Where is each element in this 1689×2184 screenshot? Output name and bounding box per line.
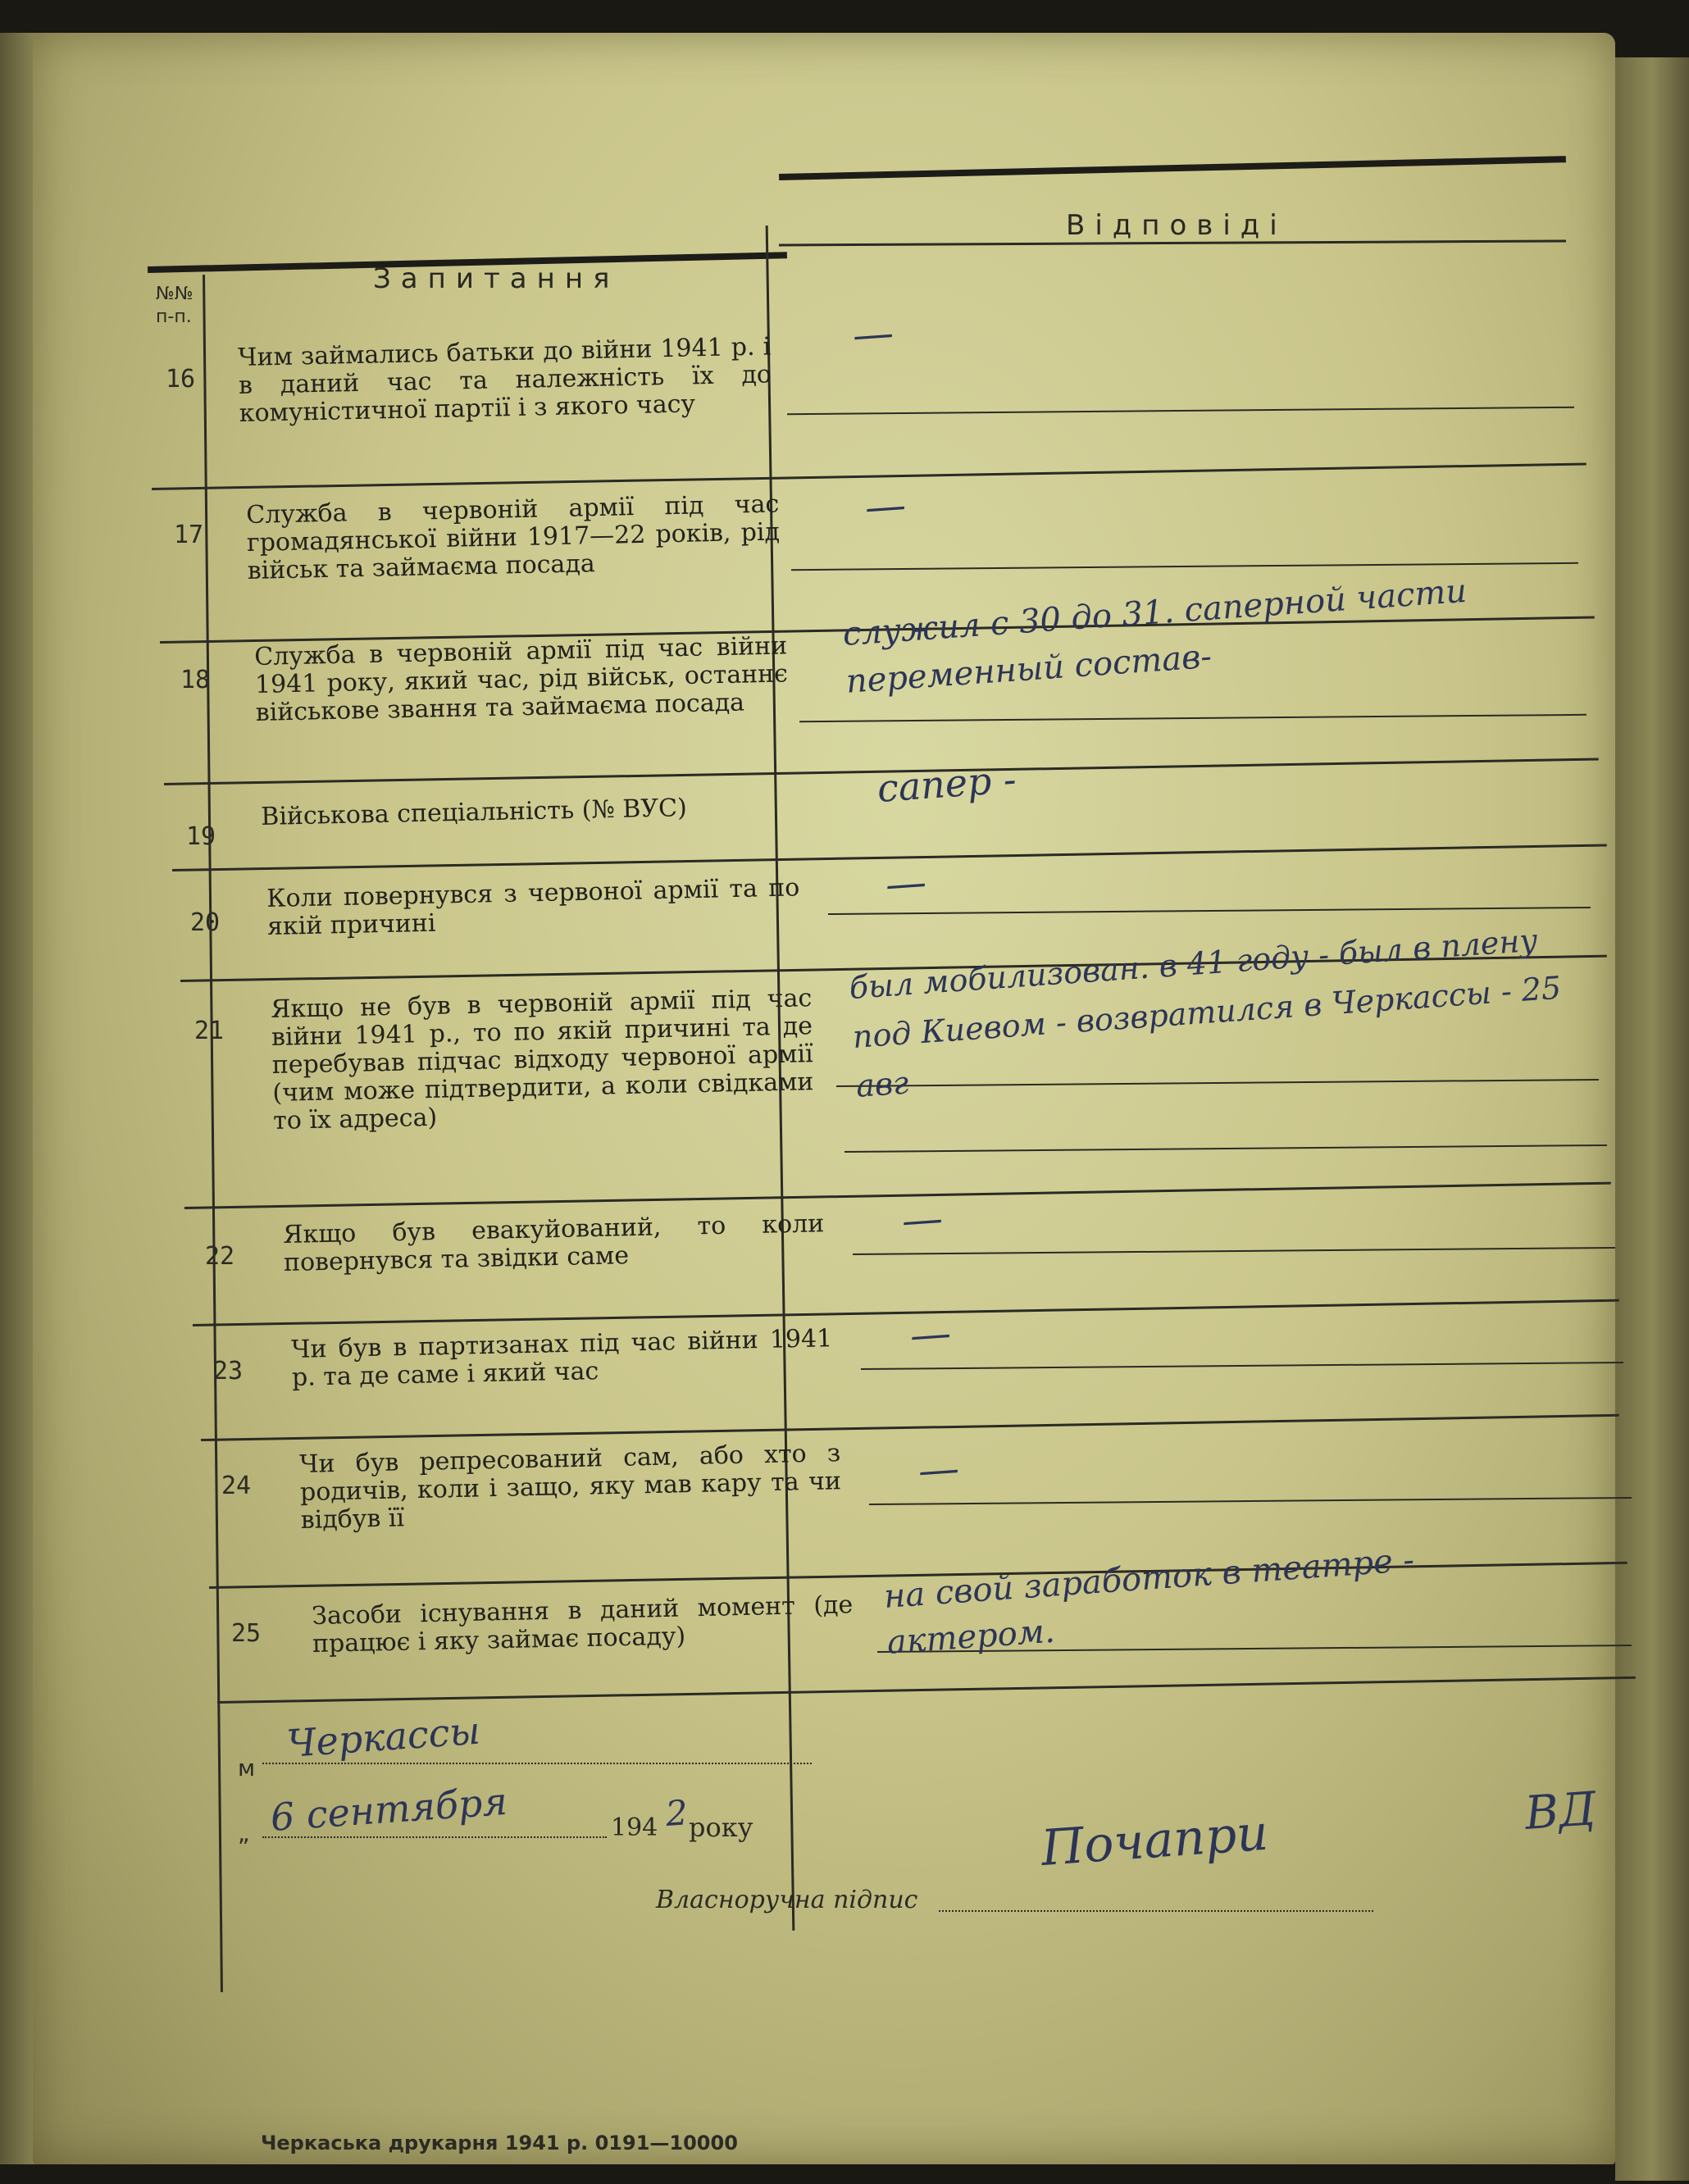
answer-line-21b: [844, 1144, 1607, 1153]
row-number: 19: [185, 822, 216, 851]
row-number: 22: [204, 1242, 235, 1271]
answers-header: Відповіді: [1066, 209, 1287, 242]
question-text: Служба в червоній армії під час громадянської війни 1917—22 років, рід військ та займаєма посада: [245, 489, 781, 585]
table-top-rule-right: [779, 156, 1566, 180]
signature-label: Власноручна підпис: [656, 1886, 918, 1914]
question-text: Якщо не був в червоній армії під час війни 1941 р., то по якій причині та де перебував підчас відходу червоної армії (чим може підтвердити, а коли свідками то їх адреса): [270, 984, 814, 1135]
row-number: 24: [221, 1472, 252, 1500]
date-quote: „: [238, 1820, 250, 1847]
year-printed: 194: [611, 1813, 658, 1842]
row-sep-22: [193, 1299, 1619, 1326]
row-number: 18: [180, 666, 211, 694]
row-number: 20: [189, 908, 221, 937]
answer-line-23: [861, 1362, 1623, 1370]
question-text: Якщо був евакуйований, то коли повернувся та звідки саме: [282, 1209, 825, 1277]
row-sep-21: [184, 1182, 1611, 1209]
initials-handwritten: ВД: [1523, 1782, 1598, 1840]
answer-handwritten: —: [883, 858, 928, 908]
row-number: 16: [165, 365, 196, 394]
row-sep-25: [217, 1677, 1636, 1704]
city-line: [262, 1763, 812, 1764]
answer-handwritten: на свой заработок в театре - актером.: [882, 1540, 1416, 1662]
row-sep-23: [201, 1414, 1619, 1441]
question-text: Військова спеціальність (№ ВУС): [260, 794, 688, 831]
row-number: 17: [173, 521, 204, 549]
year-handwritten: 2: [664, 1792, 690, 1834]
printer-imprint: Черкаська друкарня 1941 р. 0191—10000: [261, 2132, 738, 2154]
question-text: Чим займались батьки до війни 1941 р. і в даний час та належність їх до комуністичної партії і з якого часу: [237, 332, 772, 428]
answer-handwritten: —: [899, 1194, 945, 1244]
questions-header: Запитання: [373, 262, 620, 295]
answer-line-20: [828, 907, 1591, 915]
row-number: 21: [193, 1017, 225, 1045]
answer-line-16: [787, 407, 1574, 415]
city-handwritten: Черкассы: [285, 1708, 482, 1766]
year-word: року: [689, 1812, 753, 1843]
question-text: Засоби існування в даний момент (де працює і яку займає посаду): [311, 1590, 854, 1658]
row-number: 23: [212, 1357, 244, 1385]
answer-handwritten: —: [863, 480, 908, 531]
answer-handwritten: служил с 30 до 31. саперной части переменный состав-: [841, 571, 1468, 701]
answer-handwritten: сапер -: [876, 757, 1018, 811]
date-handwritten: 6 сентября: [269, 1778, 509, 1840]
number-header: №№ п-п.: [156, 284, 193, 327]
answer-handwritten: —: [916, 1444, 961, 1495]
signature-line: [939, 1910, 1373, 1912]
question-text: Служба в червоній армії під час війни 1941 року, який час, рід військ, останнє військове звання та займаєма посада: [253, 631, 789, 727]
question-text: Коли повернувся з червоної армії та по якій причині: [266, 873, 800, 941]
question-text: Чи був репресований сам, або хто з родичів, коли і защо, яку мав кару та чи відбув її: [298, 1439, 842, 1535]
answer-line-22: [853, 1247, 1615, 1255]
answer-handwritten: —: [850, 308, 895, 359]
signature-handwritten: Почапри: [1039, 1804, 1271, 1877]
city-label: м: [238, 1754, 256, 1781]
answer-line-18: [799, 714, 1587, 722]
answer-handwritten: был мобилизован. в 41 году - был в плену под Киевом - возвратился в Черкассы - 25 авг: [848, 921, 1563, 1104]
answer-line-24: [869, 1497, 1632, 1505]
question-text: Чи був в партизанах під час війни 1941 р. та де саме і який час: [290, 1324, 833, 1392]
row-number: 25: [230, 1619, 262, 1648]
answer-handwritten: —: [908, 1308, 953, 1359]
